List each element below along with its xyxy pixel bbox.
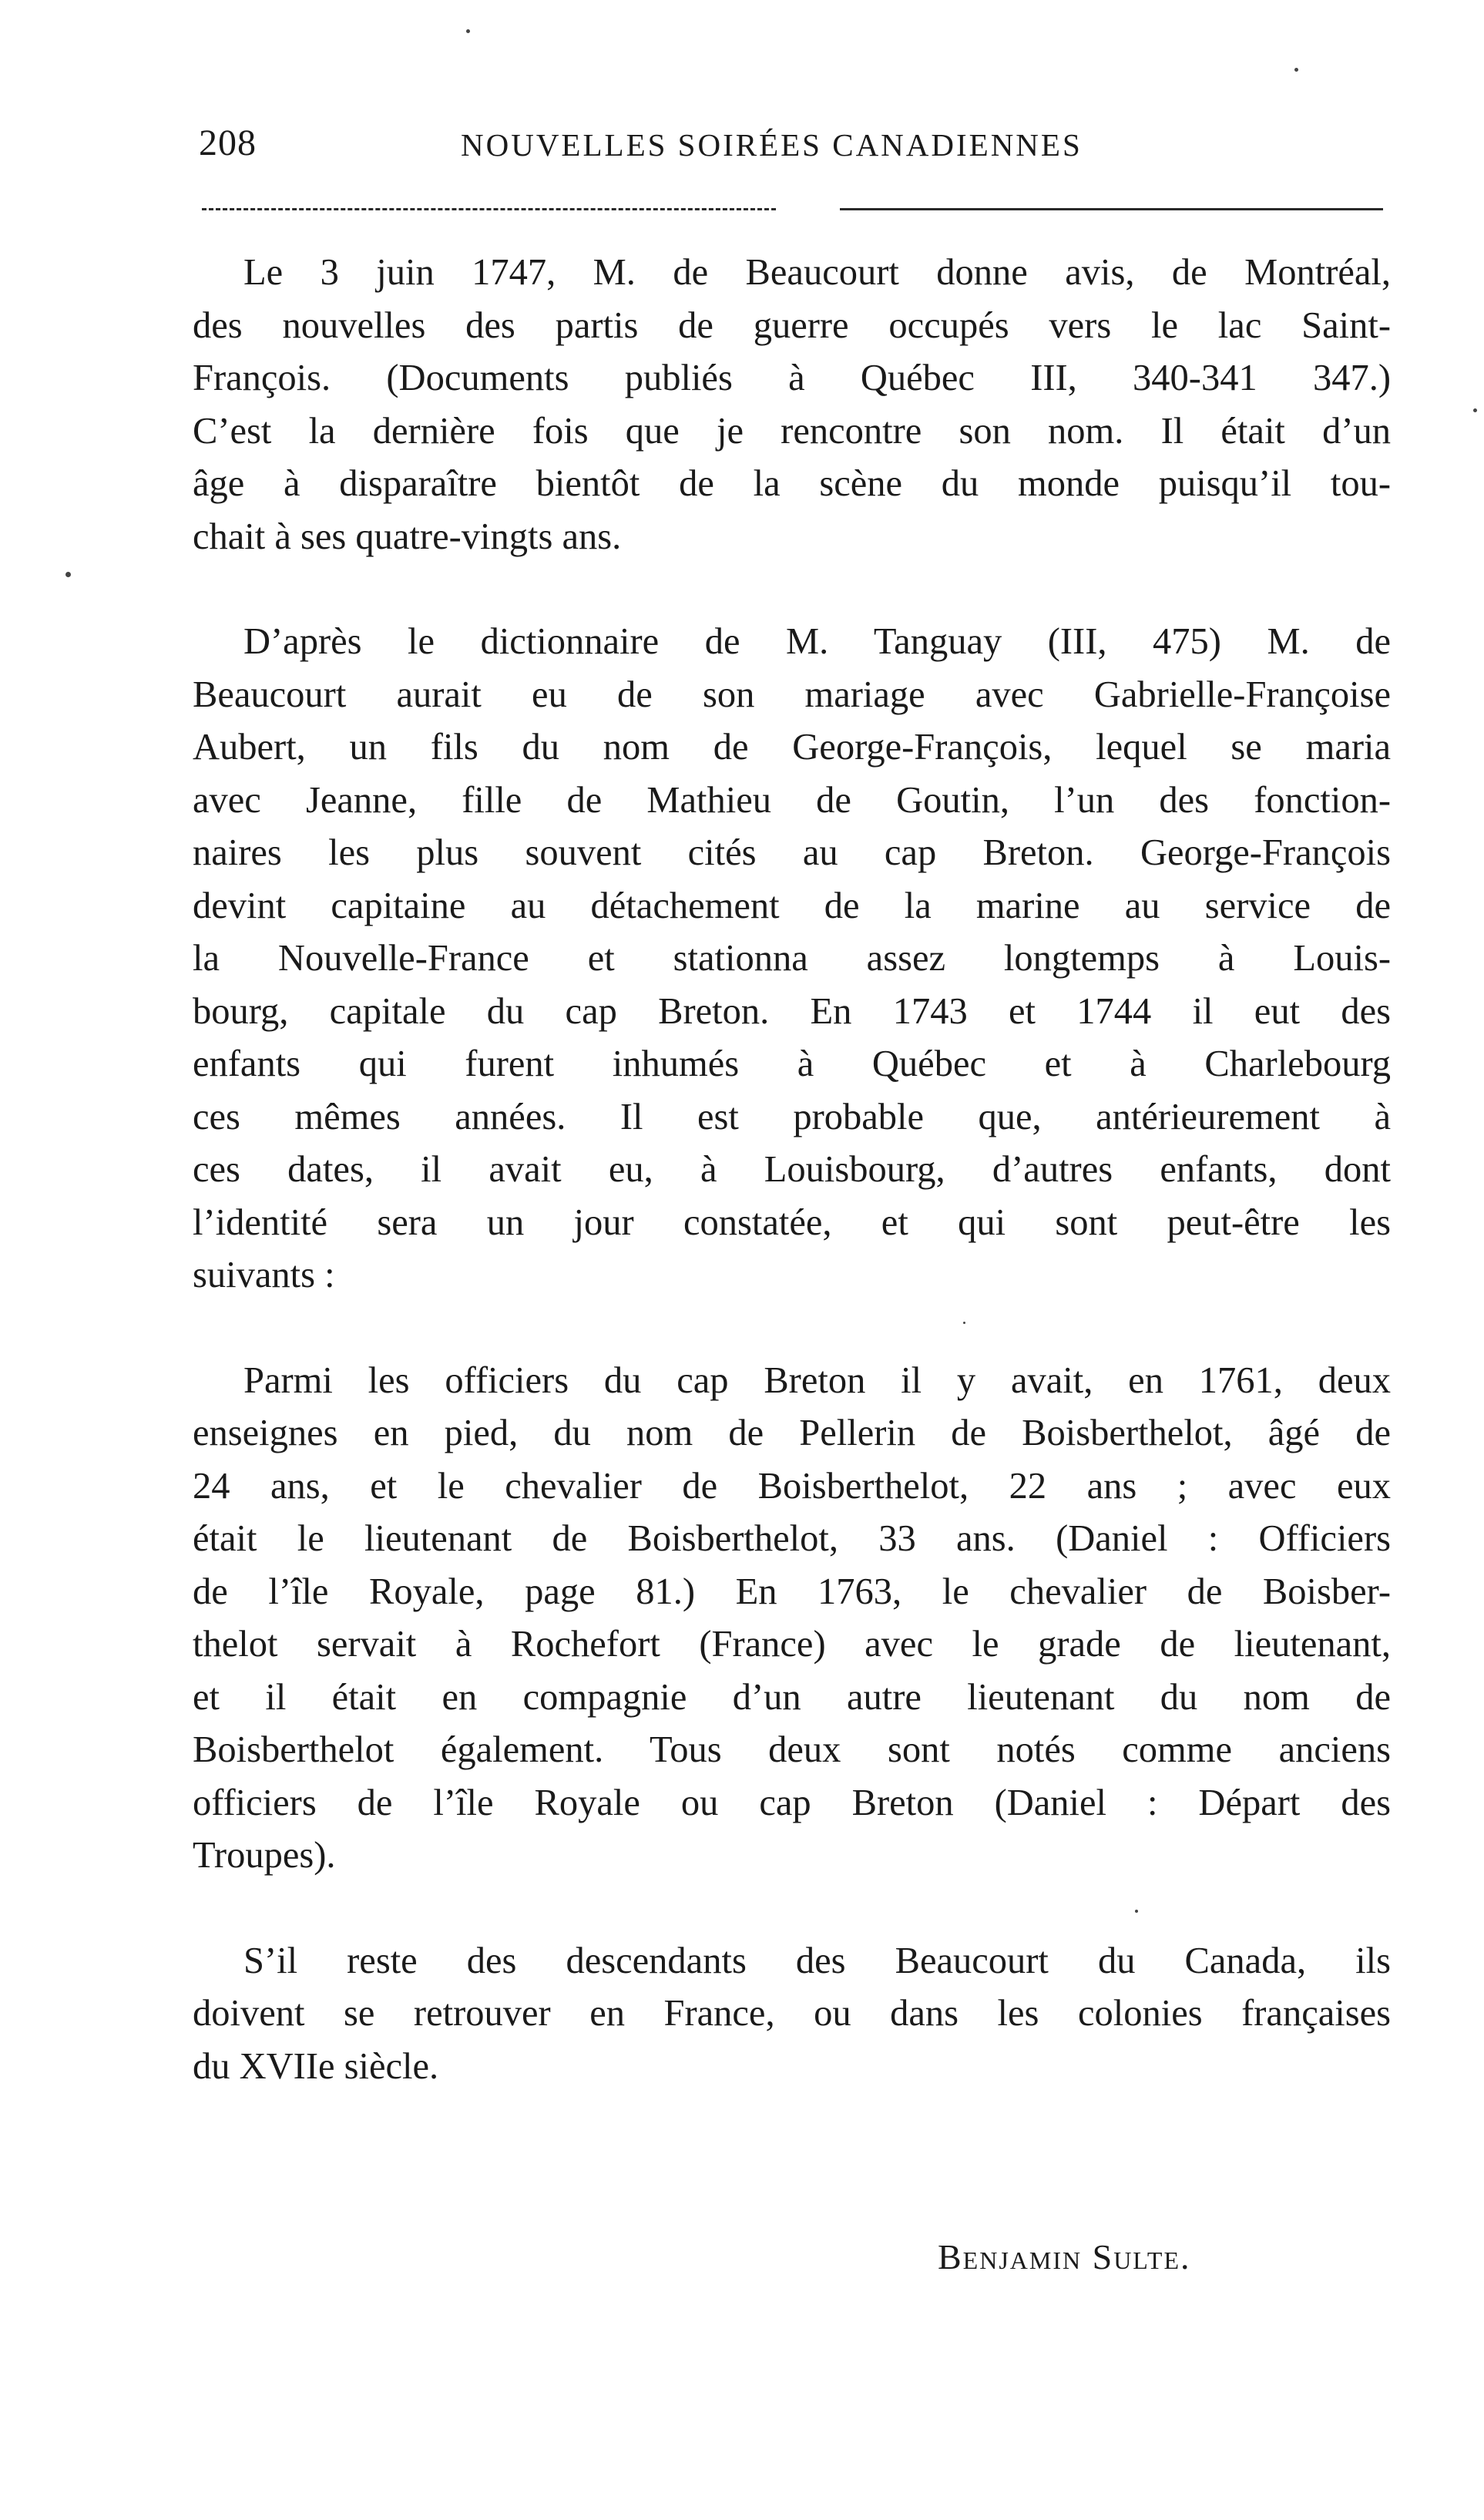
text-line: thelot servait à Rochefort (France) avec le grade de lieutenant, [193,1624,1391,1665]
scan-speck [1135,1910,1138,1913]
text-line: D’après le dictionnaire de M. Tanguay (III, 475) M. de [243,621,1391,662]
body-text [193,247,1391,2093]
text-line: ces dates, il avait eu, à Louisbourg, d’autres enfants, dont [193,1149,1391,1190]
text-line: enfants qui furent inhumés à Québec et à Charlebourg [193,1043,1391,1084]
paragraph-gap [193,1883,1391,1935]
text-line: suivants : [193,1255,335,1295]
text-line: chait à ses quatre-vingts ans. [193,516,622,557]
scan-speck [466,29,470,33]
header-rule [840,208,1383,210]
text-line: officiers de l’île Royale ou cap Breton (Daniel : Départ des [193,1782,1391,1823]
text-line: la Nouvelle-France et stationna assez longtemps à Louis- [193,938,1391,979]
text-line: Parmi les officiers du cap Breton il y avait, en 1761, deux [243,1359,1391,1401]
text-line: et il était en compagnie d’un autre lieutenant du nom de [193,1676,1391,1718]
scan-speck [1473,408,1477,412]
text-line: S’il reste des descendants des Beaucourt du Canada, ils [243,1940,1391,1981]
text-line: Boisberthelot également. Tous deux sont notés comme anciens [193,1729,1391,1770]
text-line: 24 ans, et le chevalier de Boisberthelot, 22 ans ; avec eux [193,1465,1391,1507]
paragraph-1 [193,247,1391,563]
text-line: devint capitaine au détachement de la marine au service de [193,885,1391,926]
text-line: Troupes). [193,1835,336,1876]
scan-speck [65,572,71,577]
scan-speck [1294,68,1298,72]
header-rule-broken [202,208,776,210]
text-line: Le 3 juin 1747, M. de Beaucourt donne avis, de Montréal, [243,252,1391,293]
scan-speck [963,1322,965,1324]
text-line: du XVIIe siècle. [193,2045,439,2087]
text-line: avec Jeanne, fille de Mathieu de Goutin, l’un des fonction- [193,779,1391,821]
text-line: bourg, capitale du cap Breton. En 1743 et 1744 il eut des [193,990,1391,1032]
page-number: 208 [199,123,257,163]
text-line: enseignes en pied, du nom de Pellerin de Boisberthelot, âgé de [193,1413,1391,1453]
text-line: C’est la dernière fois que je rencontre son nom. Il était d’un [193,410,1391,452]
text-line: était le lieutenant de Boisberthelot, 33 ans. (Daniel : Officiers [193,1518,1391,1559]
author-signature: Benjamin Sulte. [938,2237,1191,2276]
paragraph-gap [193,1302,1391,1355]
paragraph-3 [193,1355,1391,1883]
text-line: l’identité sera un jour constatée, et qui sont peut-être les [193,1201,1391,1243]
paragraph-gap [193,563,1391,616]
text-line: des nouvelles des partis de guerre occupés vers le lac Saint- [193,304,1391,346]
text-line: Aubert, un fils du nom de George-François, lequel se maria [193,727,1391,768]
running-title: NOUVELLES SOIRÉES CANADIENNES [461,127,1083,163]
text-line: François. (Documents publiés à Québec III, 340-341 347.) [193,358,1391,398]
text-line: Beaucourt aurait eu de son mariage avec Gabrielle-Françoise [193,674,1391,715]
text-line: de l’île Royale, page 81.) En 1763, le chevalier de Boisber- [193,1571,1391,1612]
paragraph-2 [193,616,1391,1302]
text-line: âge à disparaître bientôt de la scène du monde puisqu’il tou- [193,463,1391,504]
text-line: ces mêmes années. Il est probable que, antérieurement à [193,1096,1391,1137]
text-line: doivent se retrouver en France, ou dans les colonies françaises [193,1993,1391,2034]
text-line: naires les plus souvent cités au cap Breton. George-François [193,832,1391,873]
running-head [199,122,1385,176]
paragraph-4 [193,1935,1391,2094]
